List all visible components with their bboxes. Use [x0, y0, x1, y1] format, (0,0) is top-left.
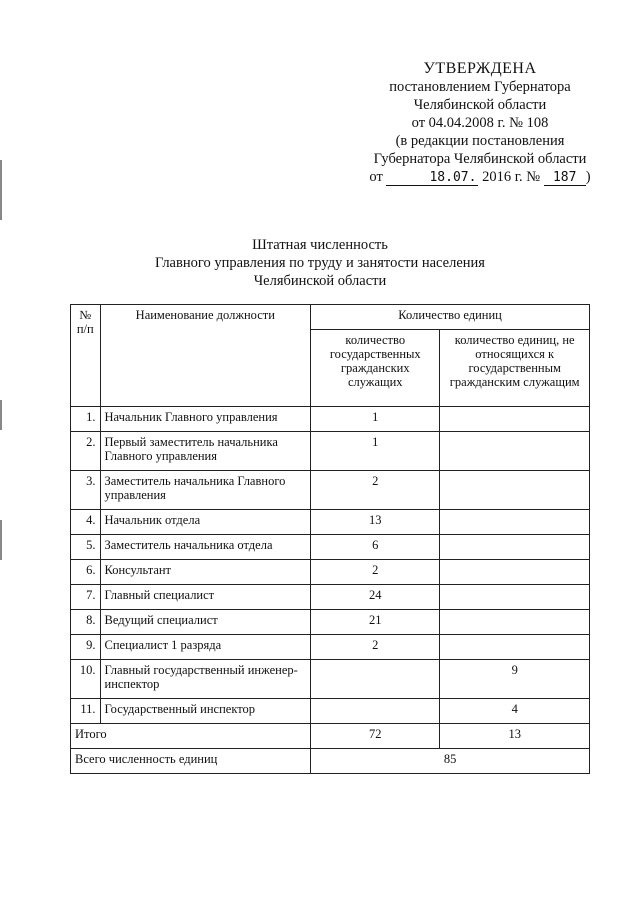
row-nongov: 4	[440, 699, 590, 724]
grand-total-row	[71, 749, 590, 774]
row-nongov	[440, 471, 590, 510]
row-nongov	[440, 432, 590, 471]
row-num: 4.	[71, 510, 101, 535]
row-num: 10.	[71, 660, 101, 699]
row-num: 1.	[71, 407, 101, 432]
scan-edge-mark	[0, 160, 2, 220]
row-nongov: 9	[440, 660, 590, 699]
approval-line: (в редакции постановления	[395, 133, 565, 149]
row-name: Ведущий специалист	[100, 610, 311, 635]
row-num: 3.	[71, 471, 101, 510]
row-num: 11.	[71, 699, 101, 724]
document-title	[0, 236, 640, 290]
staff-table	[70, 304, 590, 774]
total-nongov: 13	[440, 724, 590, 749]
approval-line: постановлением Губернатора	[389, 79, 571, 95]
row-gov: 2	[311, 471, 440, 510]
row-name: Заместитель начальника отдела	[100, 535, 311, 560]
year-label: 2016 г. №	[482, 169, 541, 185]
table-row	[71, 635, 590, 660]
row-num: 9.	[71, 635, 101, 660]
approval-block	[330, 60, 630, 186]
row-num: 6.	[71, 560, 101, 585]
approval-line: Губернатора Челябинской области	[373, 151, 587, 167]
row-gov: 2	[311, 635, 440, 660]
row-gov: 2	[311, 560, 440, 585]
header-units: Количество единиц	[311, 305, 590, 330]
row-num: 8.	[71, 610, 101, 635]
table-row	[71, 535, 590, 560]
scan-edge-mark	[0, 520, 2, 560]
approval-date-line	[330, 168, 630, 186]
row-nongov	[440, 535, 590, 560]
table-row	[71, 585, 590, 610]
row-gov	[311, 660, 440, 699]
handwritten-number: 187	[544, 171, 586, 186]
row-gov: 6	[311, 535, 440, 560]
table-row	[71, 699, 590, 724]
table-row	[71, 660, 590, 699]
total-row	[71, 724, 590, 749]
approval-heading: УТВЕРЖДЕНА	[423, 60, 537, 77]
row-gov: 1	[311, 432, 440, 471]
grand-total-label: Всего численность единиц	[71, 749, 311, 774]
table-row	[71, 610, 590, 635]
row-gov: 1	[311, 407, 440, 432]
table-row	[71, 407, 590, 432]
row-gov: 24	[311, 585, 440, 610]
row-num: 2.	[71, 432, 101, 471]
row-name: Специалист 1 разряда	[100, 635, 311, 660]
from-label: от	[369, 169, 383, 185]
row-nongov	[440, 510, 590, 535]
approval-line: Челябинской области	[413, 97, 547, 113]
close-paren: )	[585, 169, 591, 185]
row-name: Главный государственный инженер-инспектор	[100, 660, 311, 699]
row-name: Начальник Главного управления	[100, 407, 311, 432]
row-nongov	[440, 610, 590, 635]
header-name: Наименование должности	[100, 305, 311, 407]
row-num: 5.	[71, 535, 101, 560]
table-row	[71, 560, 590, 585]
row-name: Заместитель начальника Главного управления	[100, 471, 311, 510]
header-gov: количество государственных гражданских служащих	[311, 330, 440, 407]
row-nongov	[440, 407, 590, 432]
title-line: Челябинской области	[253, 273, 387, 289]
row-gov: 13	[311, 510, 440, 535]
row-nongov	[440, 560, 590, 585]
row-gov	[311, 699, 440, 724]
grand-total-value: 85	[311, 749, 590, 774]
row-name: Начальник отдела	[100, 510, 311, 535]
table-row	[71, 510, 590, 535]
title-line: Штатная численность	[252, 237, 388, 253]
approval-line: от 04.04.2008 г. № 108	[411, 115, 549, 131]
row-name: Первый заместитель начальника Главного управления	[100, 432, 311, 471]
handwritten-date: 18.07.	[386, 171, 478, 186]
row-num: 7.	[71, 585, 101, 610]
table-row	[71, 432, 590, 471]
row-nongov	[440, 635, 590, 660]
row-name: Государственный инспектор	[100, 699, 311, 724]
total-label: Итого	[71, 724, 311, 749]
row-name: Консультант	[100, 560, 311, 585]
row-name: Главный специалист	[100, 585, 311, 610]
table-row	[71, 471, 590, 510]
title-line: Главного управления по труду и занятости населения	[155, 255, 485, 271]
header-nongov: количество единиц, не относящихся к государственным гражданским служащим	[440, 330, 590, 407]
row-gov: 21	[311, 610, 440, 635]
total-gov: 72	[311, 724, 440, 749]
scan-edge-mark	[0, 400, 2, 430]
header-num: № п/п	[71, 305, 101, 407]
row-nongov	[440, 585, 590, 610]
